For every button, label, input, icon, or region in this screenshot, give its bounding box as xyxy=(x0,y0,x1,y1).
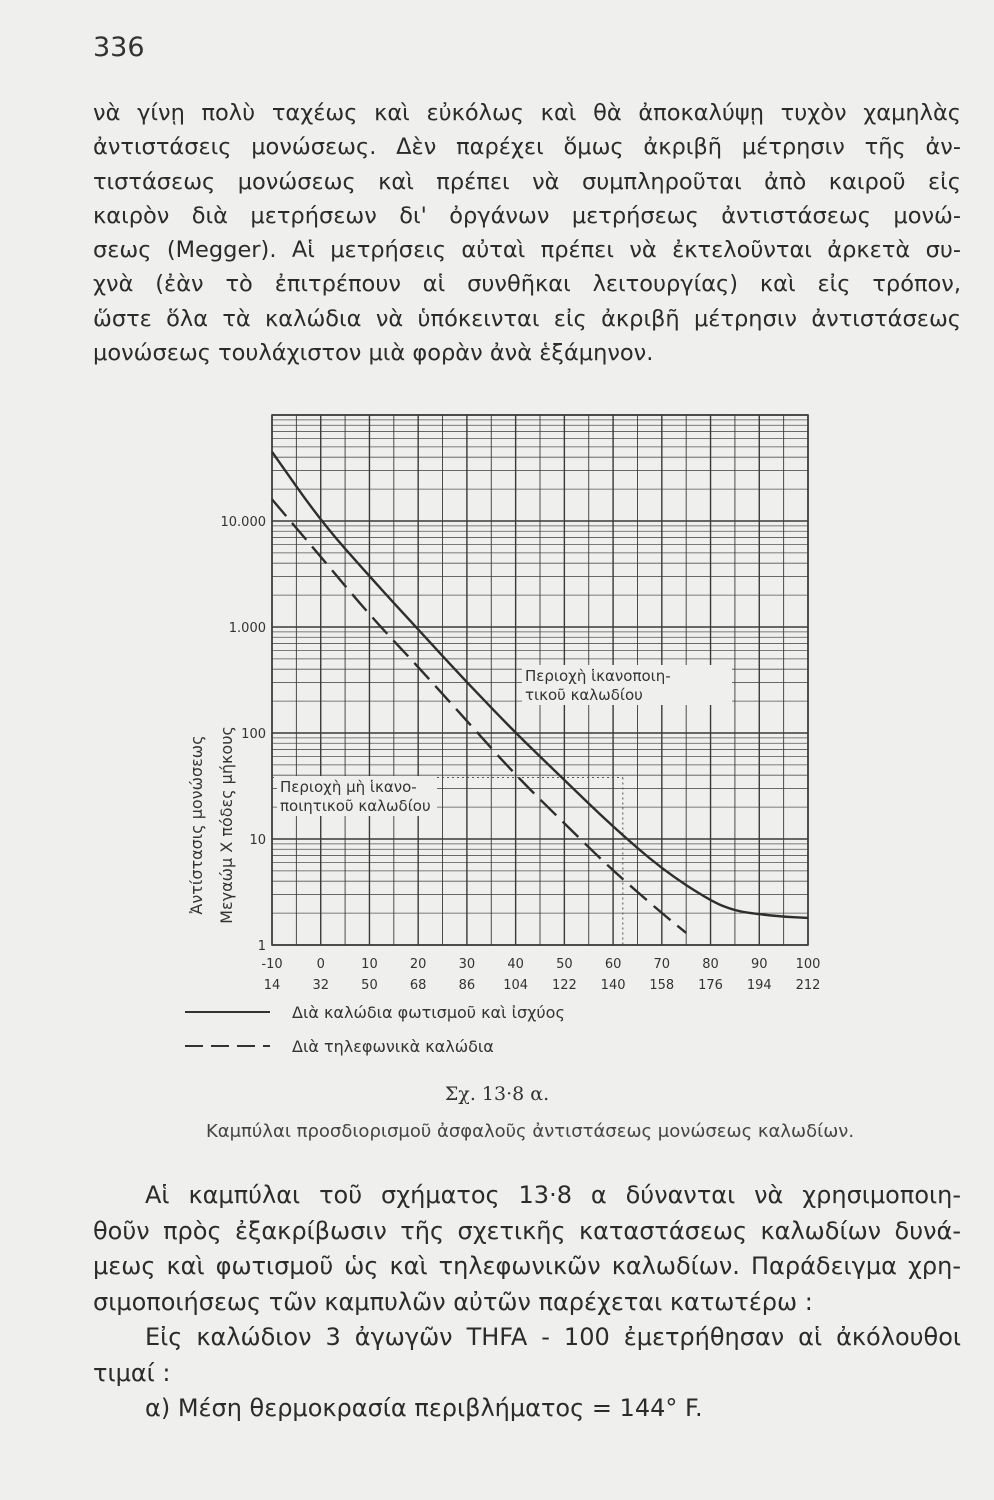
legend-solid-label: Διὰ καλώδια φωτισμοῦ καὶ ἰσχύος xyxy=(292,1003,565,1022)
x-tick-label-celsius: 20 xyxy=(409,957,427,972)
x-tick-label-celsius: 0 xyxy=(316,957,325,972)
x-tick-label-fahrenheit: 140 xyxy=(600,978,626,993)
text-line: Αἱ καμπύλαι τοῦ σχήματος 13·8 α δύνανται νὰ χρησιμοποιη- xyxy=(145,1181,961,1209)
text-line: ὥστε ὅλα τὰ καλώδια νὰ ὑπόκεινται εἰς ἀκριβῆ μέτρησιν ἀντιστάσεως xyxy=(93,305,961,332)
text-line: τιμαί : xyxy=(93,1358,171,1387)
region-good-label-line2: τικοῦ καλωδίου xyxy=(525,686,643,704)
x-tick-label-fahrenheit: 14 xyxy=(263,978,281,993)
x-tick-label-celsius: 50 xyxy=(556,957,573,972)
telephone-cable-curve xyxy=(272,499,686,933)
text-line: νὰ γίνῃ πολὺ ταχέως καὶ εὐκόλως καὶ θὰ ἀποκαλύψῃ τυχὸν χαμηλὰς xyxy=(93,100,961,126)
x-tick-label-celsius: -10 xyxy=(261,957,283,972)
x-tick-label-celsius: 30 xyxy=(458,957,476,972)
y-tick-label: 1 xyxy=(257,939,266,954)
x-tick-label-celsius: 70 xyxy=(653,957,671,972)
text-line: θοῦν πρὸς ἐξακρίβωσιν τῆς σχετικῆς καταστάσεως καλωδίων δυνά- xyxy=(93,1216,961,1245)
y-tick-label: 10.000 xyxy=(220,515,266,530)
y-tick-label: 1.000 xyxy=(228,621,266,636)
figure-number: Σχ. 13·8 α. xyxy=(444,1083,550,1105)
x-tick-label-fahrenheit: 68 xyxy=(409,978,427,993)
x-tick-label-fahrenheit: 32 xyxy=(312,978,330,993)
text-line: χνὰ (ἐὰν τὸ ἐπιτρέπουν αἱ συνθῆκαι λειτουργίας) καὶ εἰς τρόπον, xyxy=(93,271,961,298)
y-tick-label: 10 xyxy=(249,833,266,848)
legend-dashed-label: Διὰ τηλεφωνικὰ καλώδια xyxy=(292,1037,494,1056)
region-bad-label-line1: Περιοχὴ μὴ ἱκανο- xyxy=(280,778,417,796)
region-bad-label-line2: ποιητικοῦ καλωδίου xyxy=(280,797,431,815)
x-tick-label-fahrenheit: 86 xyxy=(458,978,476,993)
insulation-resistance-chart xyxy=(170,405,840,1065)
x-tick-label-fahrenheit: 104 xyxy=(503,978,529,993)
text-line: Εἰς καλώδιον 3 ἀγωγῶν THFA - 100 ἐμετρήθησαν αἱ ἀκόλουθοι xyxy=(145,1323,961,1351)
page-number: 336 xyxy=(93,32,145,63)
text-line: μεως καὶ φωτισμοῦ ὡς καὶ τηλεφωνικῶν καλωδίων. Παράδειγμα χρη- xyxy=(93,1252,961,1280)
region-good-label-line1: Περιοχὴ ἱκανοποιη- xyxy=(525,667,671,685)
paragraph-2 xyxy=(93,1178,961,1427)
text-line: σιμοποιήσεως τῶν καμπυλῶν αὐτῶν παρέχεται κατωτέρω : xyxy=(93,1287,813,1316)
text-line: τιστάσεως μονώσεως καὶ πρέπει νὰ συμπληροῦται ἀπὸ καιροῦ εἰς xyxy=(93,168,961,195)
x-tick-label-fahrenheit: 194 xyxy=(746,978,772,993)
x-tick-label-celsius: 40 xyxy=(507,957,524,972)
y-tick-label: 100 xyxy=(241,727,266,742)
text-line: α) Μέση θερμοκρασία περιβλήματος = 144° F. xyxy=(145,1394,703,1422)
chart-svg xyxy=(170,405,840,1065)
x-tick-label-fahrenheit: 122 xyxy=(551,978,577,993)
text-line: μονώσεως τουλάχιστον μιὰ φορὰν ἀνὰ ἑξάμηνον. xyxy=(93,340,654,367)
x-tick-label-fahrenheit: 176 xyxy=(698,978,723,993)
y-axis-label-line1: Ἀντίστασις μονώσεως xyxy=(187,735,206,915)
x-tick-label-celsius: 90 xyxy=(750,957,768,972)
figure-caption: Καμπύλαι προσδιορισμοῦ ἀσφαλοῦς ἀντιστάσεως μονώσεως καλωδίων. xyxy=(205,1121,855,1142)
x-tick-label-fahrenheit: 50 xyxy=(361,978,378,993)
y-axis-label-line2: Μεγαώμ Χ πόδες μήκους xyxy=(217,726,236,924)
x-tick-label-celsius: 80 xyxy=(702,957,719,972)
chart-labels xyxy=(185,515,820,1056)
text-line: καιρὸν διὰ μετρήσεων δι' ὀργάνων μετρήσεως ἀντιστάσεως μονώ- xyxy=(93,202,961,229)
x-tick-label-celsius: 10 xyxy=(361,957,378,972)
x-tick-label-celsius: 100 xyxy=(795,957,821,972)
text-line: σεως (Megger). Αἱ μετρήσεις αὐταὶ πρέπει νὰ ἐκτελοῦνται ἀρκετὰ συ- xyxy=(93,237,961,264)
x-tick-label-fahrenheit: 212 xyxy=(795,978,821,993)
paragraph-1 xyxy=(93,96,961,370)
text-line: ἀντιστάσεις μονώσεως. Δὲν παρέχει ὅμως ἀκριβῆ μέτρησιν τῆς ἀν- xyxy=(93,134,961,161)
x-tick-label-fahrenheit: 158 xyxy=(649,978,675,993)
x-tick-label-celsius: 60 xyxy=(604,957,622,972)
